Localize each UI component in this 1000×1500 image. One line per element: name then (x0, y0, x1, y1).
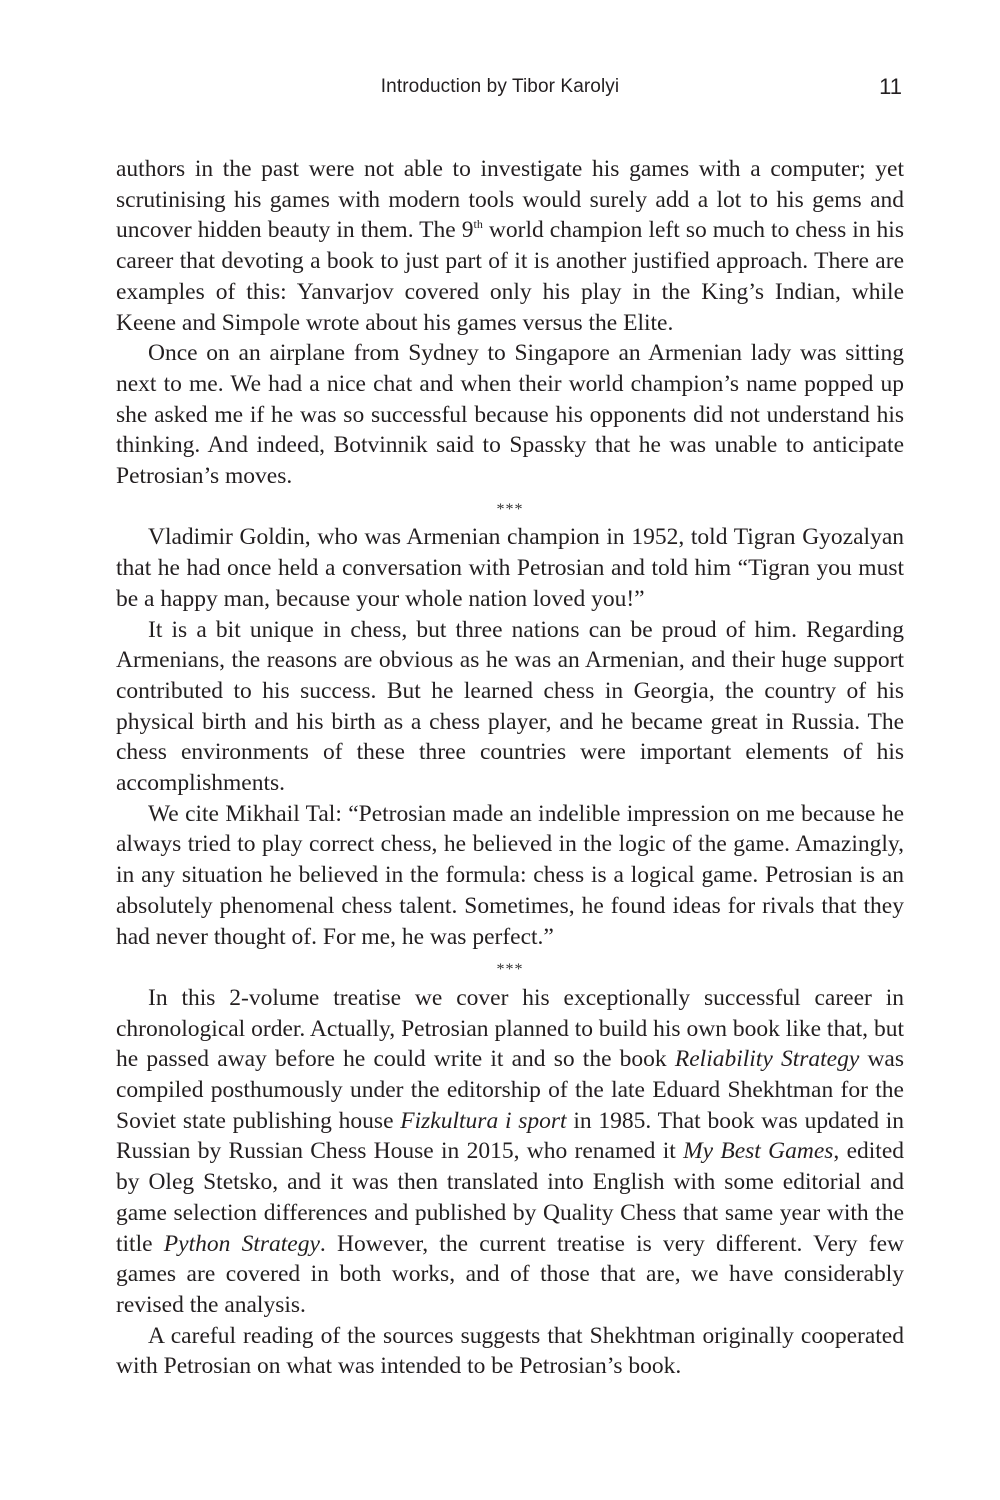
paragraph-5: We cite Mikhail Tal: “Petrosian made an indelible impression on me because he always tried to play correct chess, he believed in the logic of the game. Amazingly, in any situation he believed in the formula: chess is a logical game. Petrosian is an absolutely phenomenal chess talent. Sometimes, he found ideas for rivals that they had never thought of. For me, he was perfect.” (116, 800, 904, 950)
paragraph-3: Vladimir Goldin, who was Armenian champion in 1952, told Tigran Gyozalyan that he had once held a conversation with Petrosian and told him “Tigran you must be a happy man, because your whole nation loved you!” (116, 524, 904, 612)
paragraph-6-part-c: in 1985. That book was updated in Russian by Russian Chess House in 2015, who renamed it (116, 1107, 905, 1165)
paragraph-7: A careful reading of the sources suggests that Shekhtman originally cooperated with Petrosian on what was intended to be Petrosian’s book. (116, 1322, 904, 1380)
publisher-fizkultura-i-sport: Fizkultura i sport (400, 1107, 567, 1134)
book-title-reliability-strategy: Reliability Strategy (674, 1046, 860, 1073)
book-title-python-strategy: Python Strategy (163, 1230, 320, 1257)
running-header (0, 74, 1000, 104)
page-number: 11 (879, 74, 902, 99)
paragraph-2: Once on an airplane from Sydney to Singapore an Armenian lady was sitting next to me. We had a nice chat and when their world champion’s name popped up she asked me if he was so successful because his opponents did not understand his thinking. And indeed, Botvinnik said to Spassky that he was unable to anticipate Petrosian’s moves. (116, 340, 904, 490)
paragraph-6-part-b: was compiled posthumously under the editorship of the late Eduard Shekhtman for the Soviet state publishing house (116, 1046, 904, 1134)
ordinal-suffix: th (473, 217, 483, 232)
paragraph-1 (116, 154, 904, 338)
paragraph-1-part-a: authors in the past were not able to investigate his games with a computer; yet scrutinising his games with modern tools would surely add a lot to his gems and uncover hidden beauty in them. The 9 (116, 156, 904, 244)
paragraph-6-part-a: In this 2-volume treatise we cover his exceptionally successful career in chronological order. Actually, Petrosian planned to build his own book like that, but he passed away before he could write it and so the book (116, 984, 904, 1073)
body-text (116, 154, 904, 1382)
paragraph-1-part-b: world champion left so much to chess in his career that devoting a book to just part of it is another justified approach. There are examples of this: Yanvarjov covered only his play in the King’s Indian, while Keene and Simpole wrote about his games versus the Elite. (116, 217, 904, 336)
running-title: Introduction by Tibor Karolyi (380, 76, 620, 97)
paragraph-6 (116, 983, 904, 1321)
paragraph-4: It is a bit unique in chess, but three nations can be proud of him. Regarding Armenians, the reasons are obvious as he was an Armenian, and their huge support contributed to his success. But he learned chess in Georgia, the country of his physical birth and his birth as a chess player, and he became great in Russia. The chess environments of these three countries were important elements of his accomplishments. (116, 616, 904, 797)
section-separator-1: *** (496, 500, 524, 518)
paragraph-6-part-d: , edited by Oleg Stetsko, and it was then translated into English with some editorial and game selection differences and published by Quality Chess that same year with the title (116, 1138, 904, 1257)
book-title-my-best-games: My Best Games (683, 1138, 834, 1165)
section-separator-2: *** (496, 961, 524, 979)
paragraph-6-part-e: . However, the current treatise is very different. Very few games are covered in both works, and of those that are, we have considerably revised the analysis. (116, 1230, 904, 1318)
